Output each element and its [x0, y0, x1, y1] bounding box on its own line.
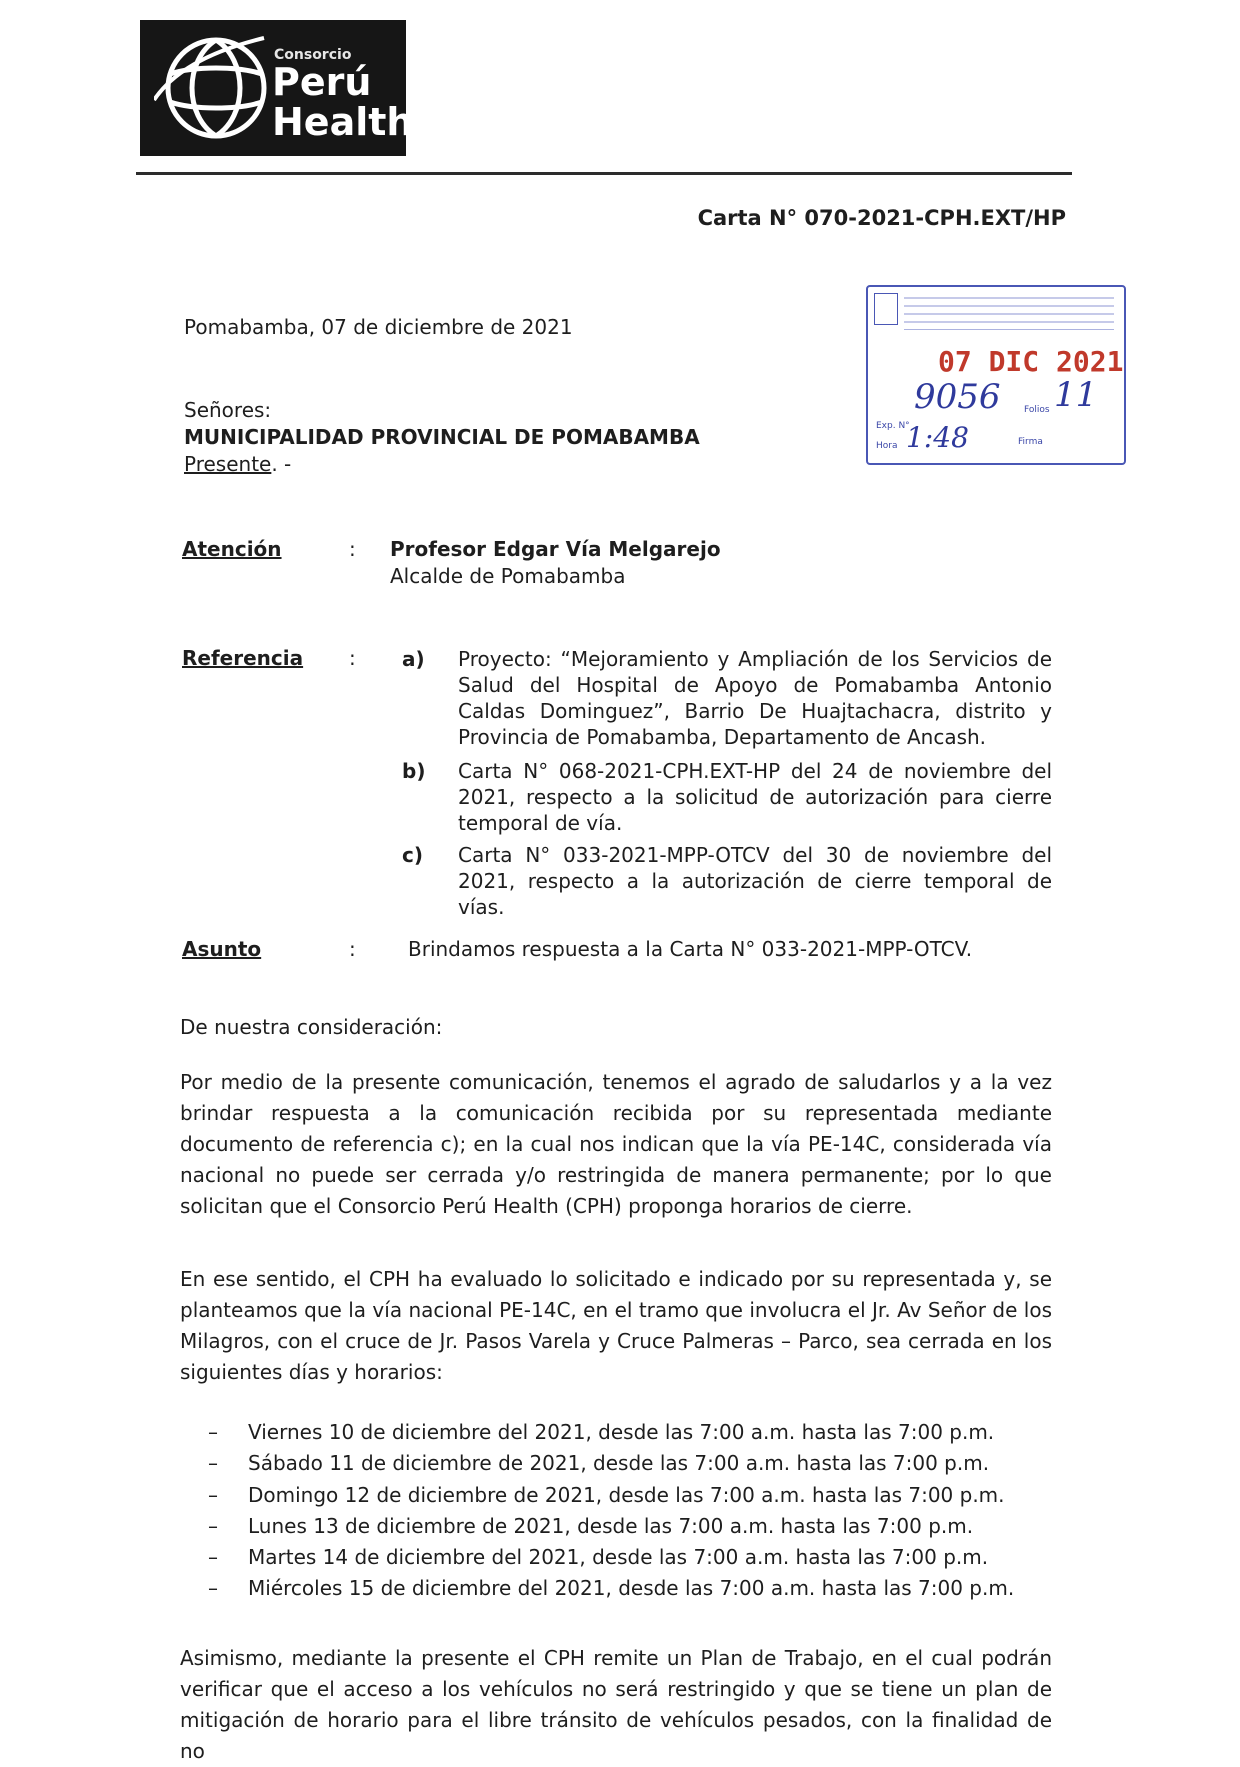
- reference-item: [402, 842, 1052, 920]
- attention-colon: :: [349, 537, 356, 561]
- stamp-header: [904, 293, 1114, 330]
- stamp-handwritten-time: 1:48: [906, 421, 969, 454]
- schedule-item: – Viernes 10 de diciembre del 2021, desde las 7:00 a.m. hasta las 7:00 p.m.: [208, 1417, 1014, 1448]
- body-paragraph: Asimismo, mediante la presente el CPH remite un Plan de Trabajo, en el cual podrán verificar que el acceso a los vehículos no será restringido y que se tiene un plan de mitigación de horario para el libre tránsito de vehículos pesados, con la finalidad de no: [180, 1646, 1052, 1763]
- logo-line2: Health: [272, 100, 414, 144]
- stamp-emblem-icon: [874, 293, 898, 325]
- reference-label: Referencia: [182, 646, 304, 670]
- reference-marker: b): [402, 759, 426, 783]
- schedule-item: – Martes 14 de diciembre del 2021, desde las 7:00 a.m. hasta las 7:00 p.m.: [208, 1542, 1014, 1573]
- reference-text: Proyecto: “Mejoramiento y Ampliación de los Servicios de Salud del Hospital de Apoyo de Pomabamba Antonio Caldas Dominguez”, Barrio De Huajtachacra, distrito y Provincia de Pomabamba, Departamento de Ancash.: [458, 647, 1052, 749]
- presente-line: [184, 451, 700, 478]
- body-paragraph: En ese sentido, el CPH ha evaluado lo solicitado e indicado por su representada y, se planteamos que la vía nacional PE-14C, en el tramo que involucra el Jr. Av Señor de los Milagros, con el cruce de Jr. Pasos Varela y Cruce Palmeras – Parco, sea cerrada en los siguientes días y horarios:: [180, 1267, 1052, 1384]
- subject-text: Brindamos respuesta a la Carta N° 033-2021-MPP-OTCV.: [408, 937, 973, 961]
- addressee-block: [184, 397, 700, 478]
- header-divider: [136, 172, 1072, 175]
- stamp-handwritten-folios: 11: [1054, 375, 1098, 415]
- schedule-item: – Lunes 13 de diciembre de 2021, desde las 7:00 a.m. hasta las 7:00 p.m.: [208, 1511, 1014, 1542]
- letter-number: Carta N° 070-2021-CPH.EXT/HP: [697, 206, 1066, 230]
- stamp-folios-label: Folios: [1024, 405, 1050, 415]
- subject-label: Asunto: [182, 937, 262, 961]
- reference-item: [402, 758, 1052, 836]
- schedule-item: – Sábado 11 de diciembre de 2021, desde las 7:00 a.m. hasta las 7:00 p.m.: [208, 1448, 1014, 1479]
- presente-suffix: . -: [271, 452, 292, 476]
- reference-text: Carta N° 033-2021-MPP-OTCV del 30 de noviembre del 2021, respecto a la autorización de cierre temporal de vías.: [458, 843, 1052, 919]
- body-paragraph: Por medio de la presente comunicación, tenemos el agrado de saludarlos y a la vez brindar respuesta a la comunicación recibida por su representada mediante documento de referencia c); en la cual nos indican que la vía PE-14C, considerada vía nacional no puede ser cerrada y/o restringida de manera permanente; por lo que solicitan que el Consorcio Perú Health (CPH) proponga horarios de cierre.: [180, 1070, 1052, 1218]
- reference-item: [402, 646, 1052, 750]
- logo-small-text: Consorcio: [274, 47, 352, 63]
- reference-text: Carta N° 068-2021-CPH.EXT-HP del 24 de noviembre del 2021, respecto a la solicitud de autorización para cierre temporal de vía.: [458, 759, 1052, 835]
- date-line: Pomabamba, 07 de diciembre de 2021: [184, 315, 573, 339]
- salutation: Señores:: [184, 398, 272, 422]
- attention-name: Profesor Edgar Vía Melgarejo: [390, 537, 721, 561]
- stamp-date: 07 DIC 2021: [938, 345, 1124, 378]
- logo-line1: Perú: [272, 60, 372, 104]
- presente-word: Presente: [184, 452, 272, 476]
- attention-label: Atención: [182, 537, 282, 561]
- stamp-hora-label: Hora: [876, 441, 898, 451]
- stamp-handwritten-number: 9056: [914, 377, 1001, 417]
- reference-marker: c): [402, 843, 423, 867]
- schedule-item: – Miércoles 15 de diciembre del 2021, desde las 7:00 a.m. hasta las 7:00 p.m.: [208, 1573, 1014, 1604]
- schedule-item: – Domingo 12 de diciembre de 2021, desde las 7:00 a.m. hasta las 7:00 p.m.: [208, 1480, 1014, 1511]
- company-logo: [140, 20, 414, 156]
- stamp-firma-label: Firma: [1018, 437, 1043, 447]
- attention-role: Alcalde de Pomabamba: [390, 564, 626, 588]
- stamp-exp-label: Exp. N°: [876, 421, 910, 431]
- subject-colon: :: [349, 937, 356, 961]
- reference-marker: a): [402, 647, 425, 671]
- reference-colon: :: [349, 646, 356, 670]
- greeting: De nuestra consideración:: [180, 1015, 443, 1039]
- reception-stamp: [866, 285, 1126, 465]
- addressee-name: MUNICIPALIDAD PROVINCIAL DE POMABAMBA: [184, 425, 700, 449]
- closure-schedule-list: [208, 1417, 1014, 1605]
- globe-icon: [154, 30, 274, 146]
